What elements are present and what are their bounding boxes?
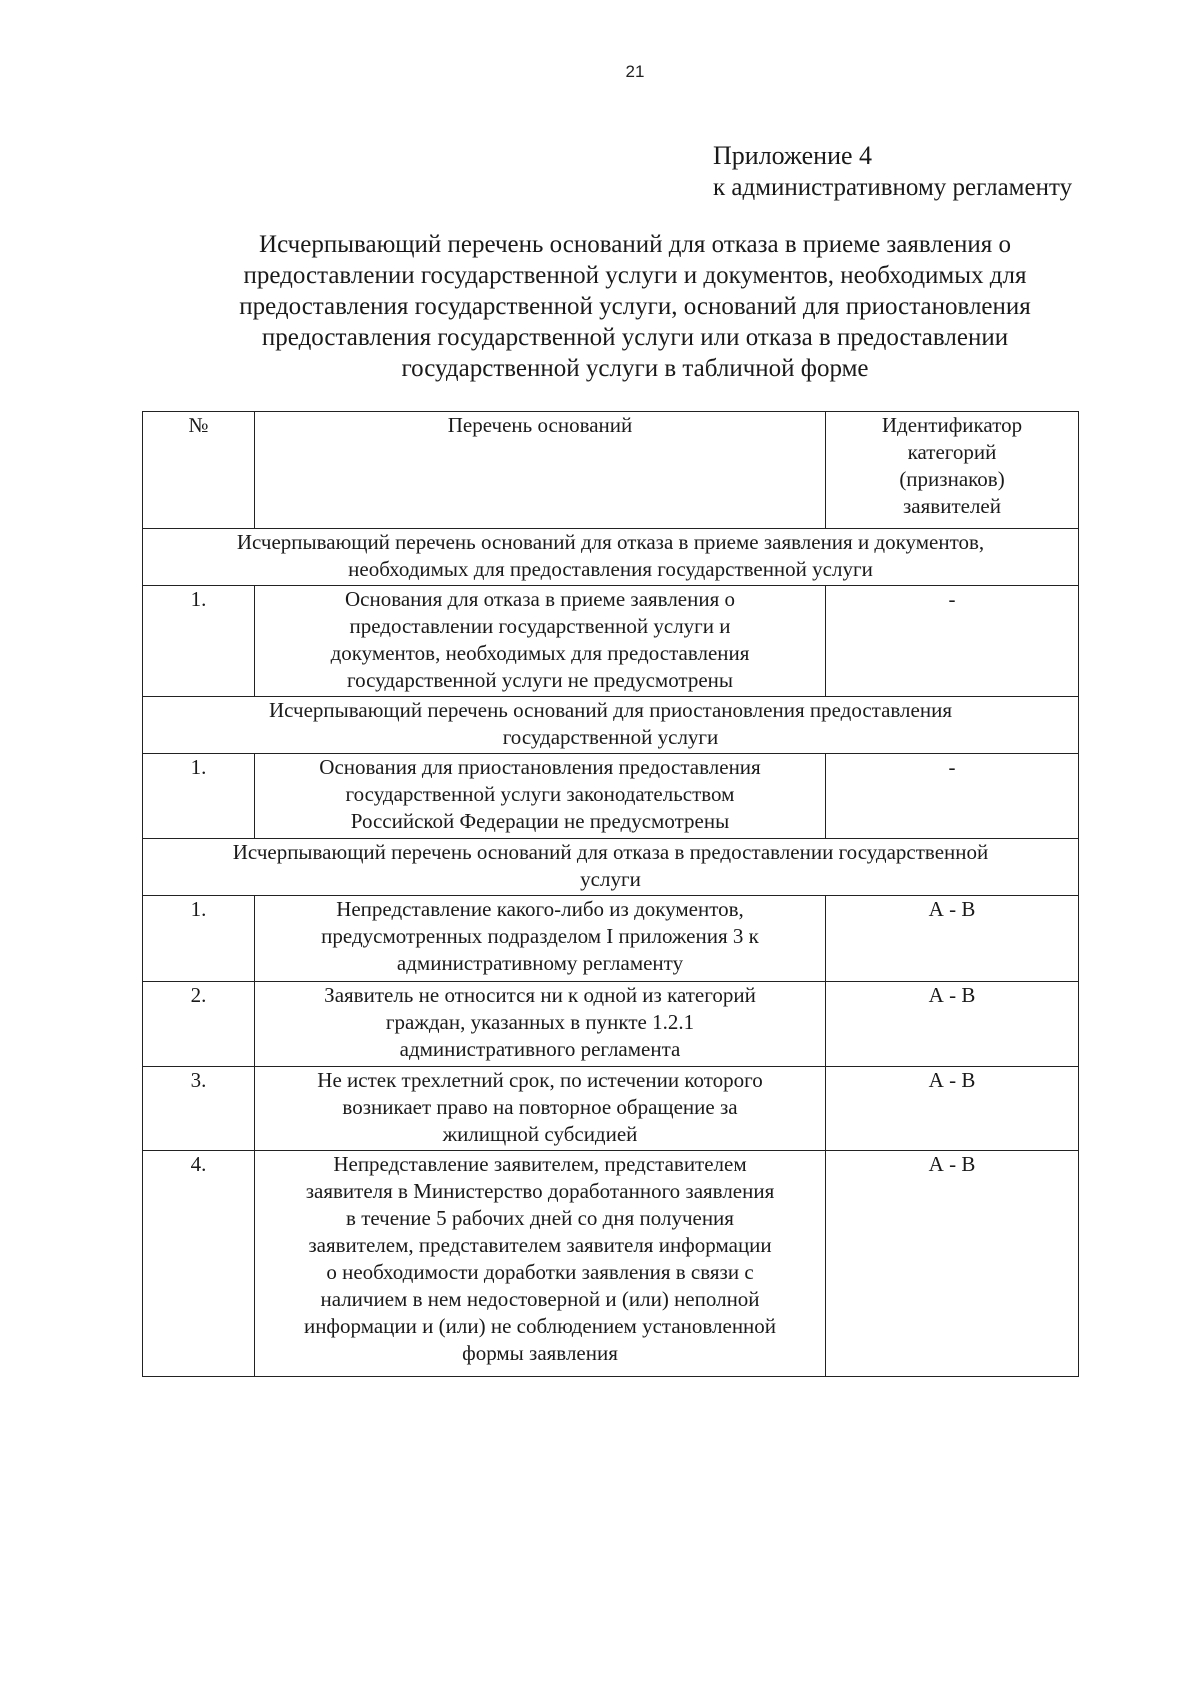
row-text-line: государственной услуги не предусмотрены (346, 668, 734, 692)
table-row (143, 1151, 1079, 1377)
section-title-service-refusal (143, 839, 1079, 896)
row-text-line: формы заявления (462, 1341, 618, 1365)
row-text-line: о необходимости доработки заявления в связи с (326, 1260, 754, 1284)
row-text-line: Заявитель не относится ни к одной из категорий (324, 983, 756, 1007)
section-title-line: Исчерпывающий перечень оснований для отказа в предоставлении государственной (232, 840, 989, 864)
row-text (255, 754, 826, 839)
section-header-row (143, 529, 1079, 586)
table-row (143, 1067, 1079, 1151)
row-text-line: Основания для отказа в приеме заявления о (344, 587, 736, 611)
row-text-line: в течение 5 рабочих дней со дня получения (346, 1206, 734, 1230)
row-identifier: А - В (826, 1151, 1079, 1377)
header-identifier-line: (признаков) (899, 467, 1005, 491)
row-text-line: предусмотренных подразделом I приложения 3 к (321, 924, 759, 948)
appendix-number: Приложение 4 (713, 141, 873, 170)
table-header-row (143, 412, 1079, 529)
row-text-line: заявителем, представителем заявителя информации (308, 1233, 772, 1257)
row-num: 1. (143, 754, 255, 839)
section-title-line: Исчерпывающий перечень оснований для приостановления предоставления (268, 698, 952, 722)
row-identifier: - (826, 754, 1079, 839)
header-identifier (826, 412, 1079, 529)
appendix-regulation-note: к административному регламенту (713, 174, 1073, 201)
row-identifier: А - В (826, 982, 1079, 1067)
row-text (255, 1067, 826, 1151)
row-text (255, 1151, 826, 1377)
header-identifier-line: заявителей (903, 494, 1001, 518)
row-num: 2. (143, 982, 255, 1067)
section-title-line: государственной услуги (502, 725, 719, 749)
row-num: 3. (143, 1067, 255, 1151)
row-identifier: А - В (826, 896, 1079, 982)
row-text (255, 586, 826, 697)
title-line: государственной услуги в табличной форме (401, 355, 869, 382)
row-text (255, 896, 826, 982)
row-text-line: наличием в нем недостоверной и (или) неполной (320, 1287, 760, 1311)
header-num: № (143, 412, 255, 529)
row-text-line: заявителя в Министерство доработанного заявления (305, 1179, 775, 1203)
row-num: 1. (143, 586, 255, 697)
row-text-line: жилищной субсидией (442, 1122, 638, 1146)
row-text-line: возникает право на повторное обращение за (342, 1095, 738, 1119)
title-line: предоставления государственной услуги или отказа в предоставлении (261, 324, 1009, 351)
row-text-line: граждан, указанных в пункте 1.2.1 (385, 1010, 695, 1034)
table-row (143, 586, 1079, 697)
row-text-line: Основания для приостановления предоставления (319, 755, 761, 779)
row-text-line: государственной услуги законодательством (345, 782, 735, 806)
table-row (143, 896, 1079, 982)
section-title-suspension (143, 697, 1079, 754)
row-text-line: Непредставление какого-либо из документов, (336, 897, 744, 921)
title-line: Исчерпывающий перечень оснований для отказа в приеме заявления о (259, 231, 1011, 258)
section-title-line: услуги (580, 867, 641, 891)
header-identifier-line: категорий (907, 440, 997, 464)
row-text-line: административному регламенту (396, 951, 684, 975)
row-text (255, 982, 826, 1067)
row-text-line: Российской Федерации не предусмотрены (350, 809, 730, 833)
title-line: предоставления государственной услуги, оснований для приостановления (239, 293, 1031, 320)
section-title-line: Исчерпывающий перечень оснований для отказа в приеме заявления и документов, (236, 530, 985, 554)
section-header-row (143, 697, 1079, 754)
section-header-row (143, 839, 1079, 896)
row-text-line: Не истек трехлетний срок, по истечении которого (317, 1068, 763, 1092)
table-row (143, 754, 1079, 839)
grounds-table (142, 411, 1079, 1377)
row-text-line: Непредставление заявителем, представителем (333, 1152, 747, 1176)
row-num: 1. (143, 896, 255, 982)
page-number: 21 (625, 62, 645, 81)
document-title (150, 229, 1120, 384)
appendix-reference (713, 140, 1072, 204)
row-identifier: А - В (826, 1067, 1079, 1151)
section-title-line: необходимых для предоставления государственной услуги (348, 557, 873, 581)
title-line: предоставлении государственной услуги и документов, необходимых для (243, 262, 1027, 289)
table-row (143, 982, 1079, 1067)
header-identifier-line: Идентификатор (881, 413, 1023, 437)
header-reasons: Перечень оснований (255, 412, 826, 529)
row-text-line: информации и (или) не соблюдением установленной (303, 1314, 777, 1338)
section-title-reception-refusal (143, 529, 1079, 586)
row-identifier: - (826, 586, 1079, 697)
row-text-line: административного регламента (399, 1037, 681, 1061)
row-text-line: предоставлении государственной услуги и (349, 614, 731, 638)
row-num: 4. (143, 1151, 255, 1377)
row-text-line: документов, необходимых для предоставления (330, 641, 750, 665)
